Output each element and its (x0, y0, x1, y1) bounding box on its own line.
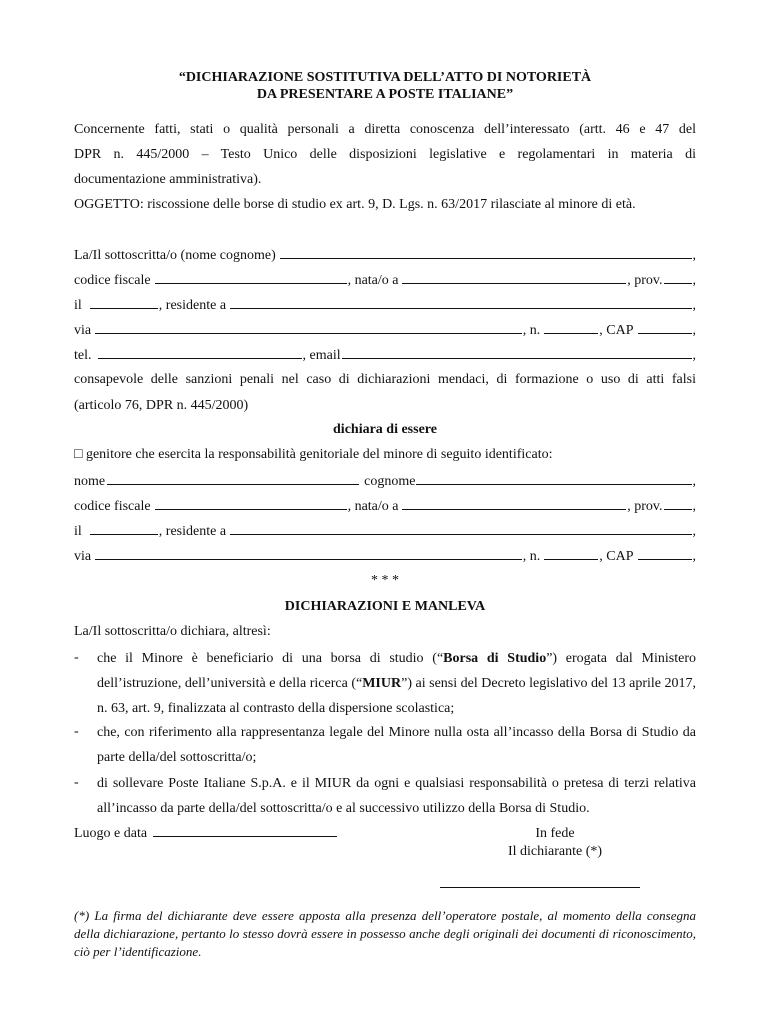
aware-line-1: consapevole delle sanzioni penali nel caso di dichiarazioni mendaci, di formazione o uso di atti falsi (74, 372, 696, 387)
declarant-email-field[interactable] (342, 345, 692, 359)
bullet-dash-2: - (74, 724, 79, 739)
intro-line-1: Concernente fatti, stati o qualità personali a diretta conoscenza dell’interessato (artt. 46 e 47 del (74, 122, 696, 137)
declarant-name-row (74, 245, 696, 265)
declarant-number-field[interactable] (544, 320, 598, 334)
in-fede-label: In fede (535, 826, 575, 841)
guardian-option-label: genitore che esercita la responsabilità genitoriale del minore di seguito identificato: (85, 447, 553, 462)
place-date-field[interactable] (153, 823, 337, 837)
minor-prov-label: , prov. (627, 499, 663, 514)
signature-field[interactable] (440, 886, 640, 888)
comma: , (692, 499, 696, 514)
document-title (74, 69, 696, 103)
minor-residence-field[interactable] (230, 521, 691, 535)
bullet-3: di sollevare Poste Italiane S.p.A. e il MIUR da ogni e qualsiasi responsabilità o pretesa di terzi relativa all’incasso da parte della/del sottoscritta/o e al successivo utilizzo della Borsa di Studio. (97, 776, 696, 816)
minor-last-name-field[interactable] (416, 471, 691, 485)
minor-name-row (74, 471, 696, 491)
declarant-name-field[interactable] (280, 245, 692, 259)
minor-prov-field[interactable] (664, 496, 692, 510)
comma: , (692, 348, 696, 363)
minor-address-row (74, 546, 696, 566)
comma: , (692, 273, 696, 288)
title-line-1: “DICHIARAZIONE SOSTITUTIVA DELL’ATTO DI NOTORIETÀ (178, 70, 592, 85)
separator: * * * (371, 573, 399, 588)
declarant-il-label: il (74, 298, 82, 313)
declarant-prov-field[interactable] (664, 270, 692, 284)
declares-heading: dichiara di essere (333, 422, 437, 437)
comma: , (692, 474, 696, 489)
declarant-street-field[interactable] (95, 320, 522, 334)
place-date-label: Luogo e data (74, 826, 148, 841)
bullet-1 (97, 646, 696, 721)
declarant-cap-field[interactable] (638, 320, 692, 334)
declarant-birthplace-field[interactable] (402, 270, 626, 284)
declarant-residence-field[interactable] (230, 295, 691, 309)
minor-cognome-label: cognome (364, 474, 416, 489)
minor-cap-field[interactable] (638, 546, 692, 560)
minor-nome-label: nome (74, 474, 106, 489)
declarant-phone-field[interactable] (98, 345, 302, 359)
comma: , (692, 549, 696, 564)
declarant-prov-label: , prov. (627, 273, 663, 288)
minor-il-label: il (74, 524, 82, 539)
section-heading: DICHIARAZIONI E MANLEVA (284, 599, 486, 614)
minor-birthplace-field[interactable] (402, 496, 626, 510)
minor-born-label: , nata/o a (347, 499, 399, 514)
comma: , (692, 323, 696, 338)
bullet-1-text-b: ”) erogata dal Ministero dell’istruzione, dell’università e della ricerca (“ (97, 651, 696, 691)
declarant-address-row (74, 320, 696, 340)
intro-line-3: documentazione amministrativa). (74, 172, 262, 187)
declarant-via-label: via (74, 323, 92, 338)
declarant-email-label: , email (302, 348, 341, 363)
oggetto-line: OGGETTO: riscossione delle borse di studio ex art. 9, D. Lgs. n. 63/2017 rilasciate al minore di età. (74, 197, 636, 212)
comma: , (692, 248, 696, 263)
section-intro: La/Il sottoscritta/o dichiara, altresì: (74, 624, 271, 639)
declarant-name-label: La/Il sottoscritta/o (nome cognome) (74, 248, 276, 263)
guardian-option-row (74, 445, 696, 465)
guardian-checkbox[interactable]: □ (74, 447, 83, 462)
declarant-n-label: , n. (522, 323, 541, 338)
footnote: (*) La firma del dichiarante deve essere apposta alla presenza dell’operatore postale, al momento della consegna della dichiarazione, pertanto lo stesso dovrà essere in possesso anche degli originali dei documenti di riconoscimento, ciò per l’identificazione. (74, 908, 696, 959)
minor-cf-field[interactable] (155, 496, 347, 510)
bullet-1-text-c: ”) ai sensi del Decreto legislativo del 13 aprile 2017, n. 63, art. 9, finalizzata al contrasto della dispersione scolastica; (97, 676, 697, 716)
minor-street-field[interactable] (95, 546, 522, 560)
declarant-signature-label: Il dichiarante (*) (507, 844, 603, 859)
bullet-2: che, con riferimento alla rappresentanza legale del Minore nulla osta all’incasso della Borsa di Studio da parte della/del sottoscritta/o; (97, 725, 696, 765)
minor-date-row (74, 521, 696, 541)
minor-birthdate-field[interactable] (90, 521, 158, 535)
bullet-dash-3: - (74, 775, 79, 790)
comma: , (692, 524, 696, 539)
declarant-cf-label: codice fiscale (74, 273, 151, 288)
minor-cf-row (74, 496, 696, 516)
bullet-dash-1: - (74, 650, 79, 665)
bullet-1-bold-a: Borsa di Studio (443, 651, 547, 666)
minor-first-name-field[interactable] (107, 471, 359, 485)
title-line-2: DA PRESENTARE A POSTE ITALIANE” (256, 87, 514, 102)
minor-resident-label: , residente a (158, 524, 227, 539)
declarant-cf-row (74, 270, 696, 290)
bullet-1-text-a: che il Minore è beneficiario di una borsa di studio (“ (97, 651, 444, 666)
declarant-date-row (74, 295, 696, 315)
declarant-cap-label: , CAP (599, 323, 634, 338)
declarant-resident-label: , residente a (158, 298, 227, 313)
declarant-birthdate-field[interactable] (90, 295, 158, 309)
minor-number-field[interactable] (544, 546, 598, 560)
declarant-cf-field[interactable] (155, 270, 347, 284)
declarant-born-label: , nata/o a (347, 273, 399, 288)
aware-line-2: (articolo 76, DPR n. 445/2000) (74, 398, 249, 413)
minor-n-label: , n. (522, 549, 541, 564)
minor-via-label: via (74, 549, 92, 564)
place-date-row (74, 823, 354, 843)
declarant-contact-row (74, 345, 696, 365)
bullet-1-bold-b: MIUR (362, 676, 402, 691)
minor-cf-label: codice fiscale (74, 499, 151, 514)
declarant-tel-label: tel. (74, 348, 92, 363)
comma: , (692, 298, 696, 313)
minor-cap-label: , CAP (599, 549, 634, 564)
intro-line-2: DPR n. 445/2000 – Testo Unico delle disposizioni legislative e regolamentari in materia di (74, 147, 696, 162)
